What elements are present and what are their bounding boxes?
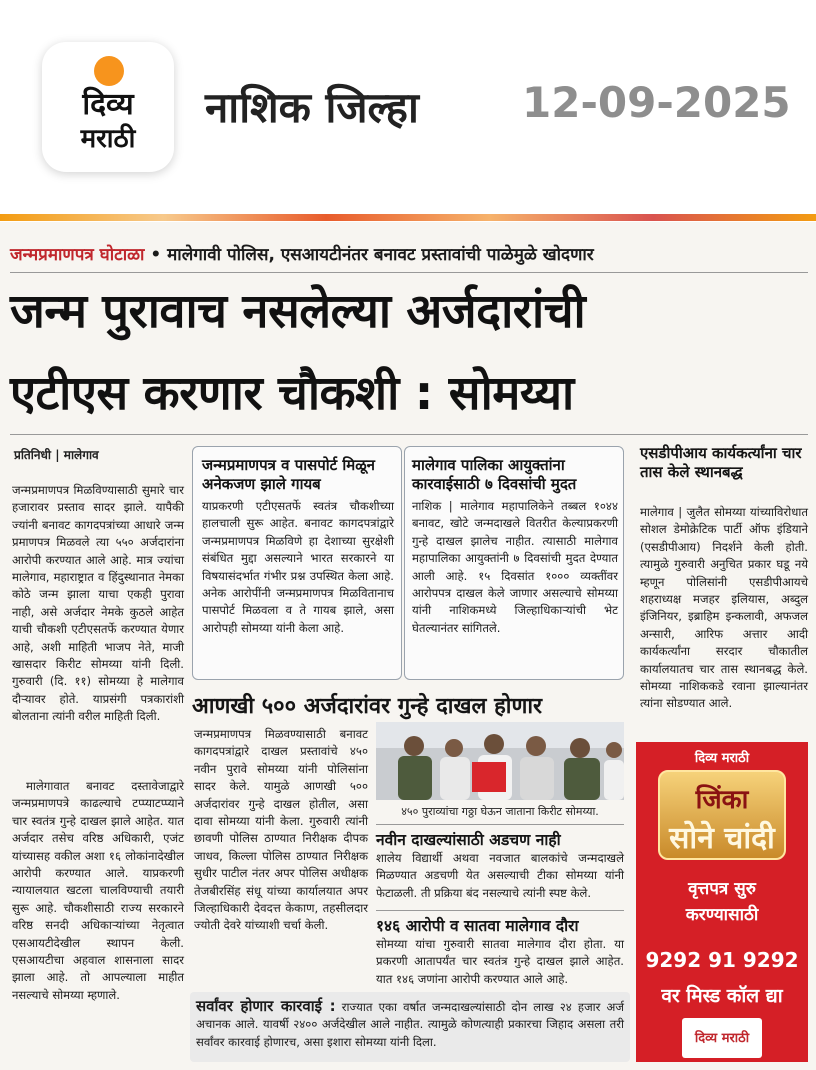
divya-marathi-logo[interactable] [42,42,174,172]
box1-text: याप्रकरणी एटीएसतर्फे स्वतंत्र चौकशीच्या हालचाली सुरू आहेत. बनावट कागदपत्रांद्वारे जन्मप्रमाणपत्र मिळविणे हा देशाच्या सुरक्षेशी संबंधित मुद्दा असल्याने भारत सरकारने या विषयासंदर्भात गंभीर प्रश्न उपस्थित केला आहे. अनेक आरोपींनी जन्मप्रमाणपत्र मिळवितानाच पासपोर्ट मिळवला व ते गायब झाले, असा आरोपही सोमय्या यांनी केला आहे. [202,499,394,635]
box2-text: नाशिक | मालेगाव महापालिकेने तब्बल १०४४ बनावट, खोटे जन्मदाखले वितरीत केल्याप्रकरणी गुन्हे दाखल झालेच नाहीत. त्यासाठी मालेगाव महापालिका आयुक्तांनी ७ दिवसांची मुदत देण्यात आली आहे. १५ दिवसांत १००० व्यक्तींवर आरोपपत्र दाखल केले जाणार असल्याचे सोमय्या यांनी नाशिकमध्ये जिल्हाधिकाऱ्यांची भेट घेतल्यानंतर सांगितले. [412,499,618,635]
ad-line3: वर मिस्ड कॉल द्या [661,985,783,1007]
box3-title: एसडीपीआय कार्यकर्त्यांना चार तास केले स्थानबद्ध [640,444,802,481]
headline-line2: एटीएस करणार चौकशी : सोमय्या [10,366,574,421]
box3-text: मालेगाव | जुलैत सोमय्या यांच्याविरोधात सोशल डेमोक्रेटिक पार्टी ऑफ इंडियाने (एसडीपीआय) निदर्शने केली होती. त्यामुळे गुरुवारी अनुचित प्रकार घडू नये म्हणून पोलिसांनी एसडीपीआयचे शहराध्यक्ष मजहर इलियास, अब्दुल इंजिनियर, इब्राहिम इन्कलावी, अफजल अन्सारी, आरिफ अत्तार आदी कार्यकर्त्यांना सरदार चौकातील कार्यालयातच चार तास स्थानबद्ध केले. सोमय्या नाशिककडे रवाना झाल्यानंतर त्यांना सोडण्यात आले. [640,505,808,711]
main-body-para1: जन्मप्रमाणपत्र मिळविण्यासाठी सुमारे चार हजारावर प्रस्ताव सादर झाले. यापैकी ज्यांनी बनावट कागदपत्रांच्या आधारे जन्म प्रमाणपत्र मिळवले त्या ५५० अर्जदारांना आरोपी करण्यात आले आहे. मात्र ज्यांचा मालेगाव, महाराष्ट्रात व हिंदुस्थानात नेमका कोठे जन्म झाला याचा एकही पुरावा नाही, असे अर्जदार नेमके कुठले आहेत याची चौकशी एटीएसतर्फे करण्यात येणार आहे, अशी माहिती भाजप नेते, माजी खासदार किरीट सोमय्या यांनी दिली. गुरुवारी (दि. ११) सोमय्या हे मालेगाव दौऱ्यावर होते. याप्रसंगी पत्रकारांशी बोलताना त्यांनी वरील माहिती दिली. [12,483,184,724]
edition-date: 12-09-2025 [522,78,791,127]
ad-line1: वृत्तपत्र सुरु [688,879,756,899]
ad-footer-brand: दिव्य मराठी [694,1031,750,1046]
district-title: नाशिक जिल्हा [205,83,419,132]
ad-badge [658,770,786,860]
ad-banner[interactable] [636,742,808,1062]
sub-article-text: जन्मप्रमाणपत्र मिळवण्यासाठी बनावट कागदपत्रांद्वारे दाखल प्रस्तावांचे ४५० नवीन पुरावे सोमय्या यांनी पोलिसांना सादर केले. यामुळे आणखी ५०० अर्जदारांवर गुन्हे दाखल होतील, असा दावा सोमय्या यांनी केला. गुरुवारी त्यांनी छावणी पोलिस ठाण्यात निरीक्षक दीपक जाधव, किल्ला पोलिस ठाण्यात निरीक्षक सुधीर पाटील नंतर अपर पोलिस अधीक्षक तेजबीरसिंह संधू यांच्या कार्यालयात अपर जिल्हाधिकारी देवदत्त केकाण, तहसीलदार ज्योती देवरे यांच्याशी चर्चा केली. [194,727,368,933]
logo-line2: मराठी [80,124,136,154]
newspaper-clipping [0,222,816,1070]
mini2-text: सोमय्या यांचा गुरुवारी सातवा मालेगाव दौरा होता. या प्रकरणी आतापर्यंत चार स्वतंत्र गुन्हे दाखल झाले आहेत. यात १४६ जणांना आरोपी करण्यात आले आहे. [376,937,624,986]
ad-phone-number[interactable]: 9292 91 9292 [645,948,799,972]
main-body-para2: मालेगावात बनावट दस्तावेजाद्वारे जन्मप्रमाणपत्रे काढल्याचे टप्प्याटप्प्याने चार स्वतंत्र गुन्हे दाखल झाले आहेत. यात अर्जदार तसेच वरिष्ठ अधिकारी, एजंट यांच्यासह वकील अशा १६ लोकांनादेखील आरोपी करण्यात आले. याप्रकरणी न्यायालयात खटला चालविण्याची तयारी सुरू आहे. चौकशीसाठी राज्य सरकारने वरिष्ठ सनदी अधिकाऱ्यांच्या नेतृत्वात एसआयटीदेखील स्थापन केली. एसआयटीचा अहवाल शासनाला सादर झाला आहे. तो आपल्याला माहीत नसल्याचे सोमय्या म्हणाले. [12,779,184,1002]
decorative-stripe [0,214,816,221]
kicker-rule [10,272,808,273]
box2-title: मालेगाव पालिका आयुक्तांना कारवाईसाठी ७ दिवसांची मुदत [412,456,577,493]
mini2-title: १४६ आरोपी व सातवा मालेगाव दौरा [376,917,579,935]
ad-line2: करण्यासाठी [685,905,759,925]
photo-caption: ४५० पुराव्यांचा गठ्ठा घेऊन जाताना किरीट सोमय्या. [401,805,599,818]
byline: प्रतिनिधी | मालेगाव [14,448,99,462]
app-header [0,0,816,212]
headline-rule [10,434,808,435]
kicker-topic: जन्मप्रमाणपत्र घोटाळा [10,245,145,265]
logo-line1: दिव्य [82,87,134,122]
ad-brand: दिव्य मराठी [694,751,750,766]
mini1-text: शालेय विद्यार्थी अथवा नवजात बालकांचे जन्मदाखले मिळण्यात अडचणी येत असल्याची टीका सोमय्या यांनी फेटाळली. ती प्रक्रिया बंद नसल्याचे त्यांनी स्पष्ट केले. [376,851,624,900]
crowd-photo-illustration [376,722,624,800]
article-kicker [10,242,810,265]
mini-rule [376,910,624,911]
bottom-strip-head: सर्वांवर होणार कारवाई : [196,997,336,1015]
bottom-strip-text [196,998,624,1051]
photo-rule [376,824,624,825]
bottom-strip-body: राज्यात एका वर्षात जन्मदाखल्यांसाठी दोन लाख २४ हजार अर्ज अचानक आले. यावर्षी २४०० अर्जदेखील आले नाहीत. त्यामुळे कोणत्याही प्रकारचा जिहाद असला तरी सर्वांवर कारवाई होणारच, असा इशारा सोमय्या यांनी दिला. [196,1000,624,1049]
kicker-subtitle: • मालेगावी पोलिस, एसआयटीनंतर बनावट प्रस्तावांची पाळेमुळे खोदणार [144,245,594,265]
sub-headline: आणखी ५०० अर्जदारांवर गुन्हे दाखल होणार [192,694,543,719]
ad-badge-line1: जिंका [695,785,749,815]
ad-footer-logo [682,1018,762,1058]
sun-icon [94,56,124,86]
news-photo[interactable] [376,722,624,800]
mini1-title: नवीन दाखल्यांसाठी अडचण नाही [376,831,561,849]
headline-line1: जन्म पुरावाच नसलेल्या अर्जदारांची [10,284,586,339]
ad-badge-line2: सोने चांदी [669,821,775,856]
box1-title: जन्मप्रमाणपत्र व पासपोर्ट मिळून अनेकजण झाले गायब [202,456,376,493]
